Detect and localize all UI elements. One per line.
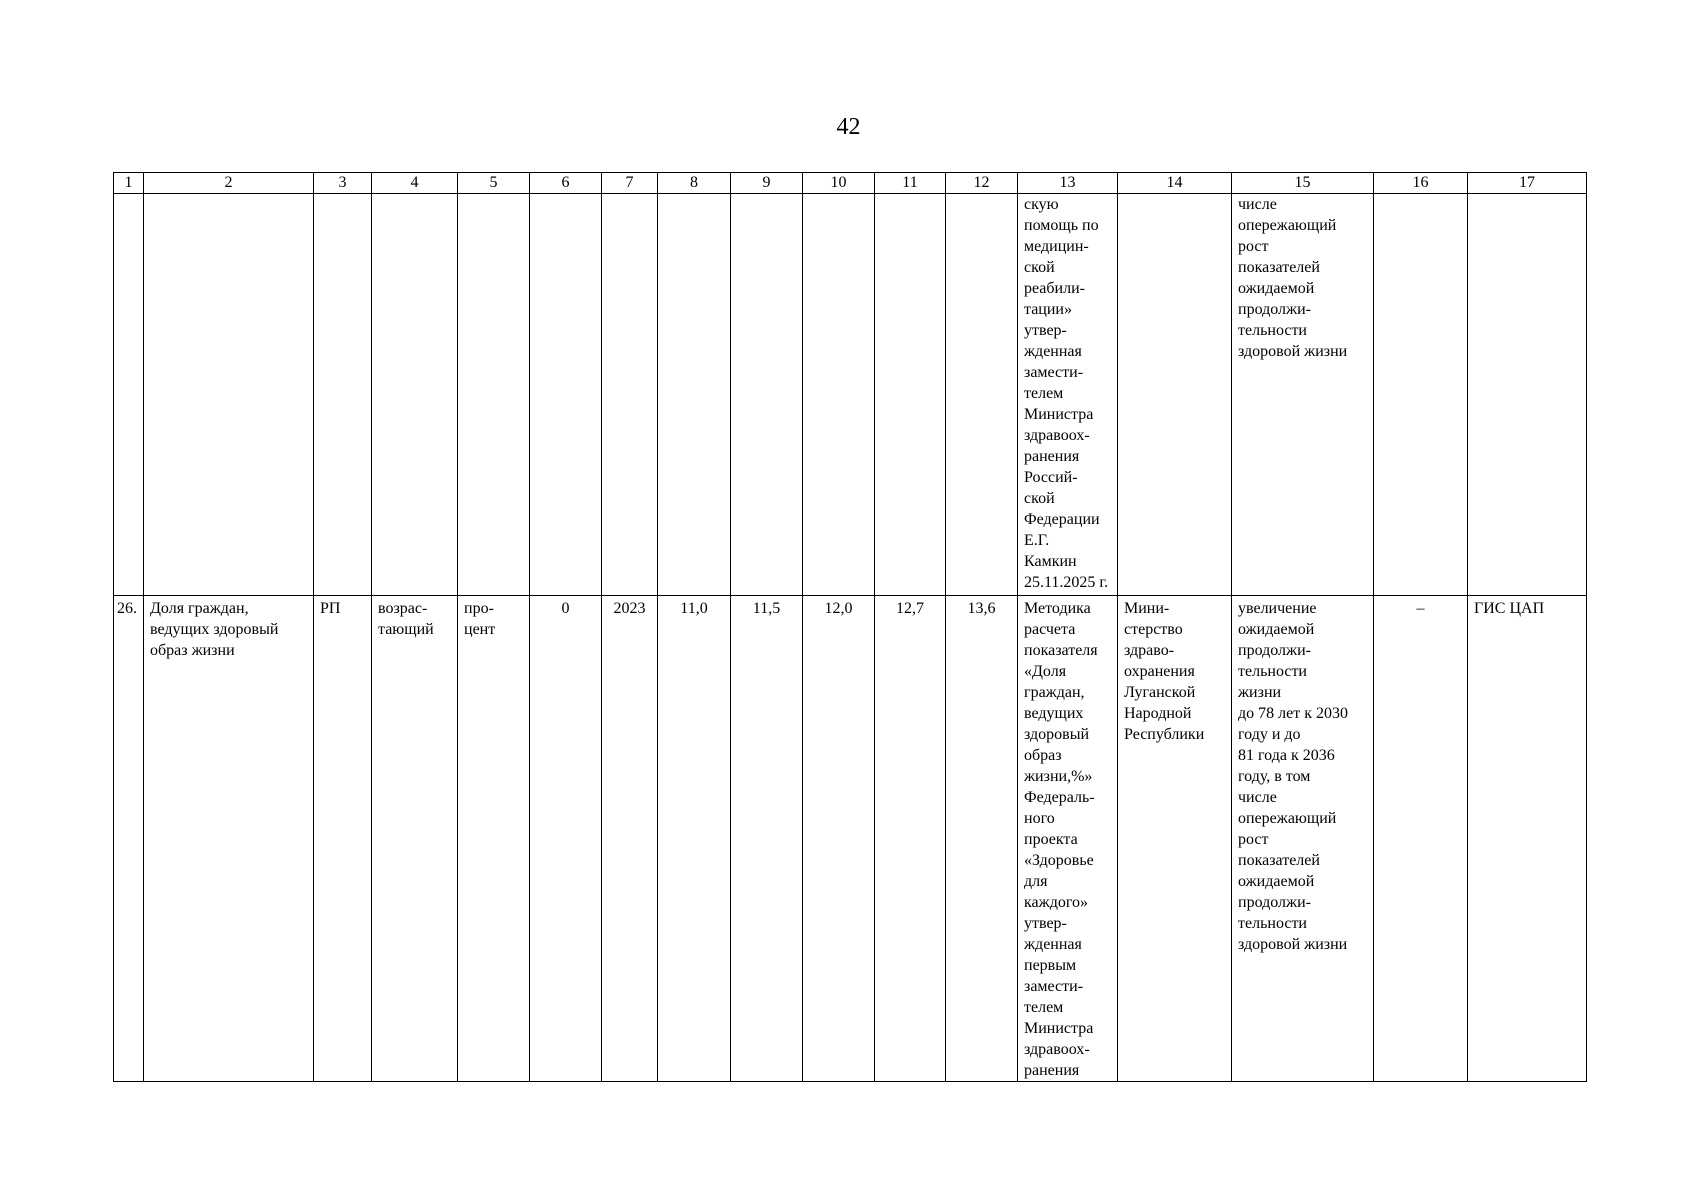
column-header-11: 11 bbox=[875, 173, 946, 194]
column-number-header-row bbox=[114, 173, 1587, 194]
trend-cell: возрас- тающий bbox=[372, 596, 458, 1082]
column-header-3: 3 bbox=[314, 173, 372, 194]
table-cell bbox=[114, 194, 144, 596]
table-cell bbox=[314, 194, 372, 596]
methodology-cell: Методика расчета показателя «Доля граждан, ведущих здоровый образ жизни,%» Федераль- ного проекта «Здоровье для каждого» утвер- жденная первым замести- телем Министра здравоох- ранения bbox=[1018, 596, 1118, 1082]
table-cell bbox=[1374, 194, 1468, 596]
table-cell bbox=[946, 194, 1018, 596]
row-number-cell: 26. bbox=[114, 596, 144, 1082]
table-row-26 bbox=[114, 596, 1587, 1082]
responsible-cell: Мини- стерство здраво- охранения Луганской Народной Республики bbox=[1118, 596, 1232, 1082]
column-header-14: 14 bbox=[1118, 173, 1232, 194]
goal-link-continued-cell: числе опережающий рост показателей ожидаемой продолжи- тельности здоровой жизни bbox=[1232, 194, 1374, 596]
table-cell bbox=[458, 194, 530, 596]
table-cell bbox=[803, 194, 875, 596]
table-cell bbox=[658, 194, 731, 596]
indicator-name-cell: Доля граждан, ведущих здоровый образ жизни bbox=[144, 596, 314, 1082]
column-header-17: 17 bbox=[1468, 173, 1587, 194]
table-cell bbox=[372, 194, 458, 596]
column-header-2: 2 bbox=[144, 173, 314, 194]
column-header-4: 4 bbox=[372, 173, 458, 194]
goal-link-cell: увеличение ожидаемой продолжи- тельности жизни до 78 лет к 2030 году и до 81 года к 2036 году, в том числе опережающий рост показателей ожидаемой продолжи- тельности здоровой жизни bbox=[1232, 596, 1374, 1082]
column-header-1: 1 bbox=[114, 173, 144, 194]
base-value-cell: 0 bbox=[530, 596, 602, 1082]
level-cell: РП bbox=[314, 596, 372, 1082]
table-cell bbox=[144, 194, 314, 596]
column-header-5: 5 bbox=[458, 173, 530, 194]
table-cell bbox=[875, 194, 946, 596]
methodology-continued-cell: скую помощь по медицин- ской реабили- тации» утвер- жденная замести- телем Министра здравоох- ранения Россий- ской Федерации Е.Г. Камкин 25.11.2025 г. bbox=[1018, 194, 1118, 596]
indicators-table bbox=[113, 172, 1587, 1082]
column-header-6: 6 bbox=[530, 173, 602, 194]
page-number: 42 bbox=[836, 114, 861, 140]
column-16-cell: – bbox=[1374, 596, 1468, 1082]
unit-cell: про- цент bbox=[458, 596, 530, 1082]
info-system-cell: ГИС ЦАП bbox=[1468, 596, 1587, 1082]
value-cell-12: 13,6 bbox=[946, 596, 1018, 1082]
table-cell bbox=[731, 194, 803, 596]
column-header-7: 7 bbox=[602, 173, 658, 194]
table-cell bbox=[1468, 194, 1587, 596]
value-cell-11: 12,7 bbox=[875, 596, 946, 1082]
column-header-16: 16 bbox=[1374, 173, 1468, 194]
table-row-continued bbox=[114, 194, 1587, 596]
value-cell-8: 11,0 bbox=[658, 596, 731, 1082]
table-cell bbox=[602, 194, 658, 596]
column-header-12: 12 bbox=[946, 173, 1018, 194]
column-header-13: 13 bbox=[1018, 173, 1118, 194]
value-cell-10: 12,0 bbox=[803, 596, 875, 1082]
value-cell-9: 11,5 bbox=[731, 596, 803, 1082]
table-cell bbox=[1118, 194, 1232, 596]
column-header-10: 10 bbox=[803, 173, 875, 194]
column-header-9: 9 bbox=[731, 173, 803, 194]
column-header-8: 8 bbox=[658, 173, 731, 194]
table-cell bbox=[530, 194, 602, 596]
column-header-15: 15 bbox=[1232, 173, 1374, 194]
base-year-cell: 2023 bbox=[602, 596, 658, 1082]
